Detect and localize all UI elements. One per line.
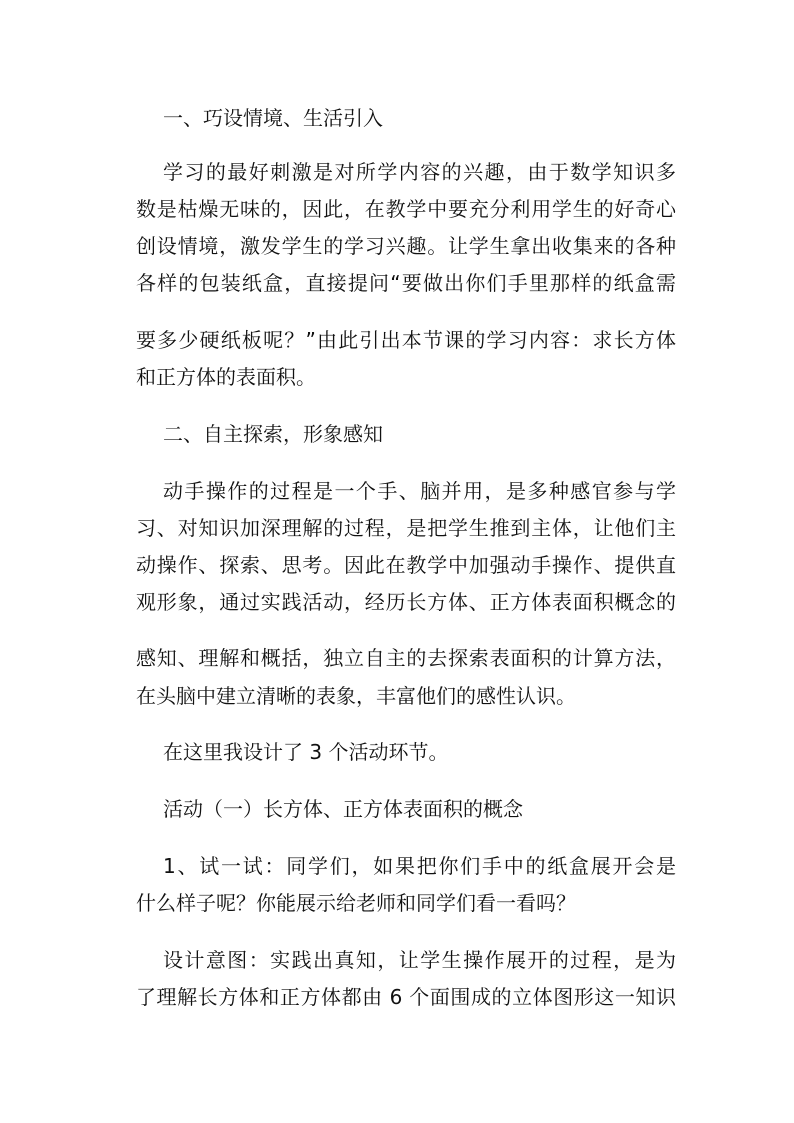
paragraph-line: 数是枯燥无味的，因此，在教学中要充分利用学生的好奇心 — [136, 197, 676, 221]
paragraph-line: 在头脑中建立清晰的表象，丰富他们的感性认识。 — [136, 684, 576, 708]
paragraph-line: 活动（一）长方体、正方体表面积的概念 — [163, 797, 523, 821]
section-heading: 一、巧设情境、生活引入 — [163, 106, 383, 130]
paragraph-line: 要多少硬纸板呢？”由此引出本节课的学习内容：求长方体 — [136, 328, 676, 352]
paragraph-line: 设计意图：实践出真知，让学生操作展开的过程，是为 — [163, 948, 676, 972]
paragraph-line: 什么样子呢？你能展示给老师和同学们看一看吗？ — [136, 891, 576, 915]
paragraph-line: 各样的包装纸盒，直接提问“要做出你们手里那样的纸盒需 — [136, 271, 676, 295]
paragraph-line: 感知、理解和概括，独立自主的去探索表面积的计算方法， — [136, 646, 676, 670]
paragraph-line: 在这里我设计了 3 个活动环节。 — [163, 740, 449, 764]
paragraph-line: 创设情境，激发学生的学习兴趣。让学生拿出收集来的各种 — [136, 234, 676, 258]
paragraph-line: 1、试一试：同学们，如果把你们手中的纸盒展开会是 — [163, 854, 676, 878]
paragraph-line: 学习的最好刺激是对所学内容的兴趣，由于数学知识多 — [163, 160, 676, 184]
paragraph-line: 习、对知识加深理解的过程，是把学生推到主体，让他们主 — [136, 516, 676, 540]
paragraph-line: 动操作、探索、思考。因此在教学中加强动手操作、提供直 — [136, 553, 676, 577]
section-heading: 二、自主探索，形象感知 — [163, 422, 383, 446]
paragraph-line: 观形象，通过实践活动，经历长方体、正方体表面积概念的 — [136, 590, 676, 614]
paragraph-line: 了理解长方体和正方体都由 6 个面围成的立体图形这一知识 — [136, 985, 676, 1009]
paragraph-line: 动手操作的过程是一个手、脑并用，是多种感官参与学 — [163, 479, 676, 503]
paragraph-line: 和正方体的表面积。 — [136, 365, 316, 389]
